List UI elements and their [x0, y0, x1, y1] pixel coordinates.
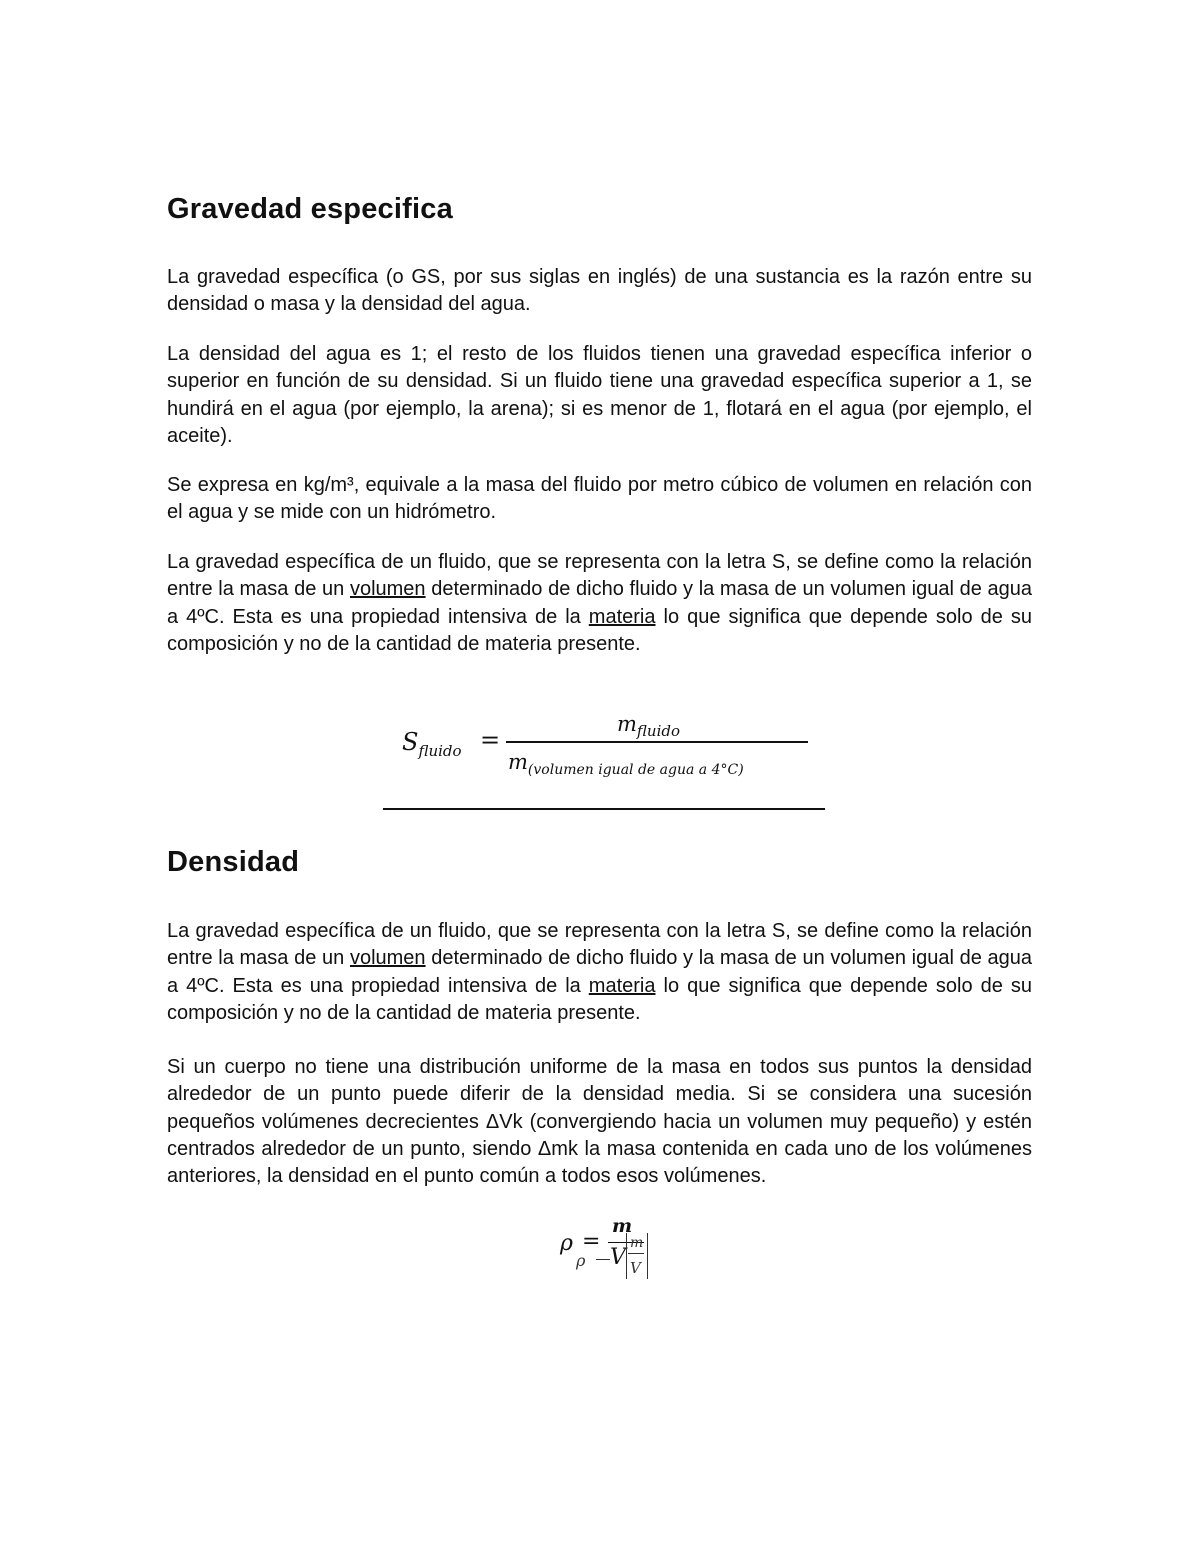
- subscript-fluido: fluido: [636, 722, 681, 741]
- paragraph-units: Se expresa en kg/m³, equivale a la masa del fluido por metro cúbico de volumen en relación con el agua y se mide con un hidrómetro.: [167, 474, 1032, 524]
- link-volumen[interactable]: volumen: [349, 578, 426, 601]
- subscript-fluido: fluido: [418, 741, 462, 760]
- equals-sign: =: [582, 1229, 601, 1254]
- subscript-volumen-agua: (volumen igual de agua a 4°C): [527, 762, 744, 779]
- link-materia[interactable]: materia: [588, 974, 656, 997]
- ghost-symbol-rho: ρ: [576, 1251, 586, 1270]
- formula-lhs: [402, 728, 462, 760]
- horizontal-rule: [383, 808, 825, 810]
- symbol-v: V: [610, 1245, 626, 1270]
- formula-denominator: [508, 750, 744, 778]
- text-run: determinado de dicho fluido y la masa de un volumen igual de agua a 4ºC. Esta es una propiedad intensiva de la: [167, 578, 1032, 628]
- ghost-symbol-v: V: [630, 1259, 641, 1277]
- link-materia[interactable]: materia: [588, 605, 656, 628]
- link-volumen[interactable]: volumen: [349, 947, 426, 970]
- symbol-m: m: [612, 1215, 633, 1237]
- formula-densidad: [560, 1215, 660, 1285]
- text-run: determinado de dicho fluido y la masa de un volumen igual de agua a 4ºC. Esta es una propiedad intensiva de la: [167, 947, 1032, 997]
- symbol-m: m: [508, 750, 528, 774]
- ghost-symbol-m: m: [630, 1235, 644, 1251]
- equals-sign: =: [480, 726, 501, 754]
- paragraph-densidad-punto: Si un cuerpo no tiene una distribución uniforme de la masa en todos sus puntos la densidad alrededor de un punto puede diferir de la densidad media. Si se considera una sucesión pequeños volúmenes decrecientes ΔVk (convergiendo hacia un volumen muy pequeño) y estén centrados alrededor de un punto, siendo Δmk la masa contenida en cada uno de los volúmenes anteriores, la densidad en el punto común a todos esos volúmenes.: [167, 1056, 1032, 1188]
- formula-numerator: [617, 712, 680, 740]
- text-run: La gravedad específica de un fluido, que se representa con la letra S, se define como la relación entre la masa de un: [167, 920, 1032, 970]
- heading-densidad: Densidad: [167, 846, 300, 878]
- paragraph-definition: La gravedad específica (o GS, por sus siglas en inglés) de una sustancia es la razón entre su densidad o masa y la densidad del agua.: [167, 266, 1032, 316]
- paragraph-water-density: La densidad del agua es 1; el resto de los fluidos tienen una gravedad específica inferior o superior en función de su densidad. Si un fluido tiene una gravedad específica superior a 1, se hundirá en el agua (por ejemplo, la arena); si es menor de 1, flotará en el agua (por ejemplo, el aceite).: [167, 343, 1032, 447]
- paragraph-densidad-intro: [167, 918, 1032, 1027]
- heading-gravedad-especifica: Gravedad especifica: [167, 193, 453, 225]
- formula-gravedad-especifica: [402, 712, 812, 782]
- paragraph-s-definition: [167, 549, 1032, 658]
- symbol-rho: ρ: [560, 1231, 573, 1256]
- symbol-s: S: [402, 728, 419, 756]
- symbol-m: m: [617, 712, 637, 736]
- fraction-bar: [506, 741, 808, 743]
- text-run: La gravedad específica de un fluido, que se representa con la letra S, se define como la relación entre la masa de un: [167, 551, 1032, 601]
- text-run: lo que significa que depende solo de su composición y no de la cantidad de materia presente.: [167, 974, 1032, 1024]
- ghost-fraction-bar: [628, 1253, 644, 1254]
- ghost-dash: [596, 1259, 610, 1260]
- text-run: lo que significa que depende solo de su composición y no de la cantidad de materia presente.: [167, 605, 1032, 655]
